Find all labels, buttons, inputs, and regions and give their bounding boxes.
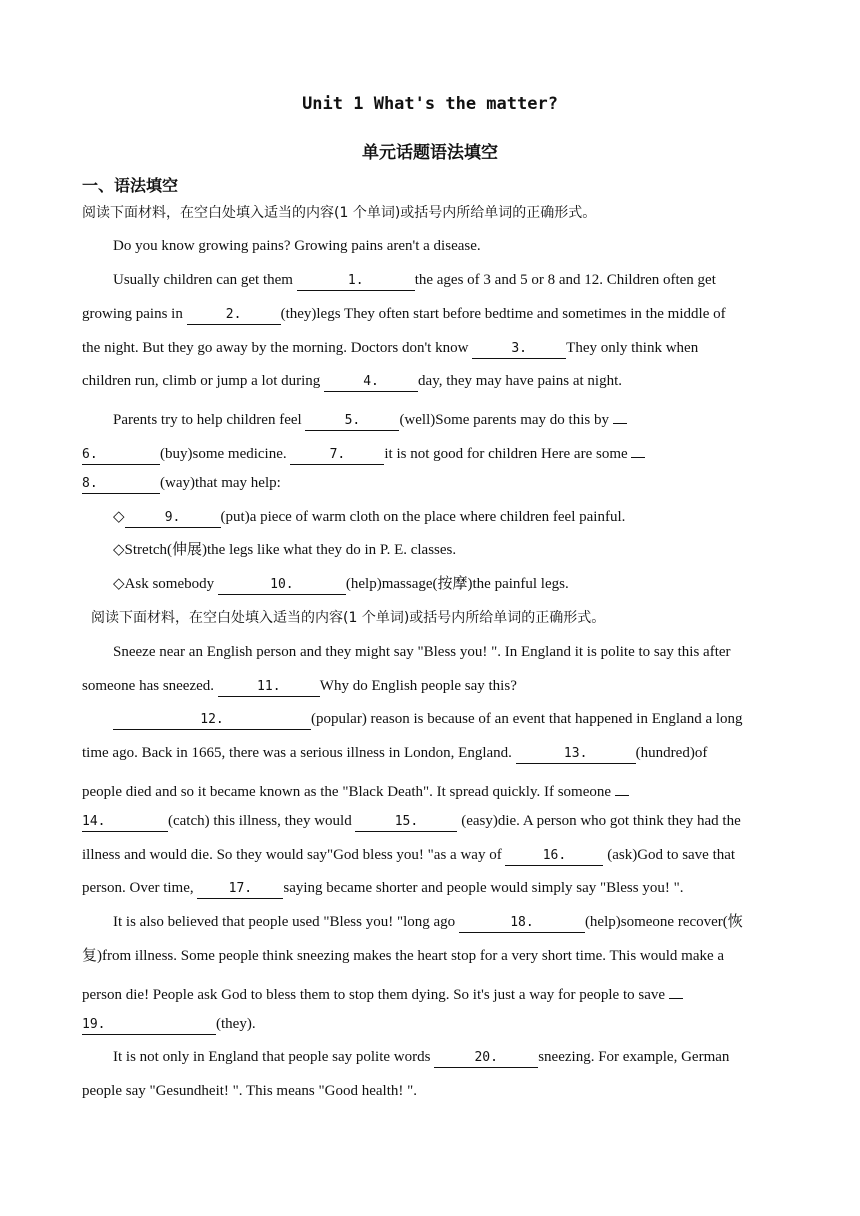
page-subtitle: 单元话题语法填空 <box>362 143 498 163</box>
answer-blank[interactable]: 3. <box>472 340 566 359</box>
passage1-line: 6. (buy)some medicine. 7. it is not good for children Here are some <box>82 439 782 465</box>
passage2-line: people say "Gesundheit! ". This means "Good health! ". <box>82 1083 417 1099</box>
answer-blank[interactable]: 4. <box>324 373 418 392</box>
answer-blank[interactable]: 18. <box>459 914 585 933</box>
passage2-line: people died and so it became known as the "Black Death". It spread quickly. If someone <box>82 777 782 802</box>
answer-blank[interactable]: 5. <box>305 412 399 431</box>
passage2-line: 复)from illness. Some people think sneezing makes the heart stop for a very short time. This would make a <box>82 948 725 964</box>
answer-blank[interactable]: 1. <box>297 272 415 291</box>
passage2-line: Sneeze near an English person and they might say "Bless you! ". In England it is polite to say this after <box>113 644 731 660</box>
passage2-line: someone has sneezed. 11. Why do English people say this? <box>82 676 782 697</box>
passage1-line: ◇Stretch(伸展)the legs like what they do in P. E. classes. <box>113 542 457 558</box>
page-title: Unit 1 What's the matter? <box>302 94 558 114</box>
answer-blank[interactable]: 16. <box>505 847 603 866</box>
passage2-line: person die! People ask God to bless them to stop them dying. So it's just a way for people to save <box>82 980 782 1005</box>
answer-blank[interactable]: 2. <box>187 306 281 325</box>
passage2-line: It is also believed that people used "Bless you! "long ago 18. (help)someone recover(恢 <box>113 912 813 933</box>
passage1-line: 8. (way)that may help: <box>82 473 782 494</box>
passage2-line: illness and would die. So they would say"God bless you! "as a way of 16. (ask)God to save that <box>82 845 782 866</box>
passage2-line: 12. (popular) reason is because of an event that happened in England a long <box>113 709 813 730</box>
passage1-instruction: 阅读下面材料，在空白处填入适当的内容(1 个单词)或括号内所给单词的正确形式。 <box>82 205 597 221</box>
passage1-line: ◇Ask somebody 10. (help)massage(按摩)the painful legs. <box>113 574 813 595</box>
passage2-line: person. Over time, 17. saying became shorter and people would simply say "Bless you! ". <box>82 878 782 899</box>
passage1-line: growing pains in 2. (they)legs They often start before bedtime and sometimes in the middle of <box>82 304 782 325</box>
answer-blank[interactable]: 12. <box>113 711 311 730</box>
answer-blank[interactable]: 15. <box>355 813 457 832</box>
answer-blank[interactable]: 11. <box>218 678 320 697</box>
answer-blank[interactable]: 9. <box>125 509 221 528</box>
passage1-line: children run, climb or jump a lot during 4. day, they may have pains at night. <box>82 371 782 392</box>
answer-blank[interactable]: 10. <box>218 576 346 595</box>
passage1-line: Do you know growing pains? Growing pains aren't a disease. <box>113 238 481 254</box>
passage2-instruction: 阅读下面材料，在空白处填入适当的内容(1 个单词)或括号内所给单词的正确形式。 <box>91 610 606 626</box>
passage2-line: It is not only in England that people say polite words 20. sneezing. For example, German <box>113 1047 813 1068</box>
passage2-line: 14. (catch) this illness, they would 15. (easy)die. A person who got think they had the <box>82 811 782 832</box>
answer-blank[interactable]: 7. <box>290 446 384 465</box>
answer-blank[interactable]: 14. <box>82 813 168 832</box>
passage1-line: the night. But they go away by the morning. Doctors don't know 3. They only think when <box>82 338 782 359</box>
answer-blank[interactable]: 19. <box>82 1016 216 1035</box>
passage1-line: Parents try to help children feel 5. (well)Some parents may do this by <box>113 405 813 431</box>
answer-blank[interactable]: 8. <box>82 475 160 494</box>
answer-blank[interactable]: 17. <box>197 880 283 899</box>
answer-blank[interactable]: 13. <box>516 745 636 764</box>
answer-blank[interactable]: 6. <box>82 446 160 465</box>
passage1-line: ◇ 9. (put)a piece of warm cloth on the place where children feel painful. <box>113 507 813 528</box>
passage1-line: Usually children can get them 1. the ages of 3 and 5 or 8 and 12. Children often get <box>113 270 813 291</box>
answer-blank[interactable]: 20. <box>434 1049 538 1068</box>
passage2-line: 19. (they). <box>82 1014 782 1035</box>
section-heading: 一、语法填空 <box>82 176 179 195</box>
passage2-line: time ago. Back in 1665, there was a serious illness in London, England. 13. (hundred)of <box>82 743 782 764</box>
